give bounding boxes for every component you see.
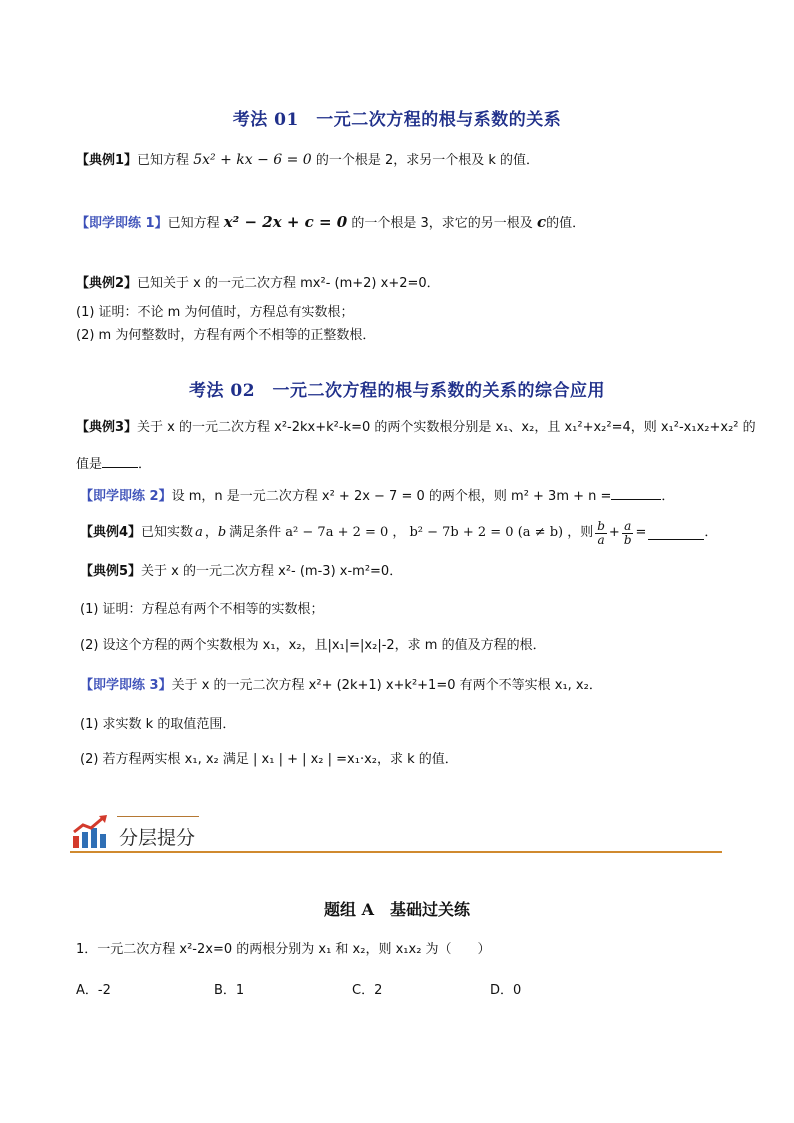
example-5-q1: (1) 证明：方程总有两个不相等的实数根；: [80, 602, 324, 617]
rising-chart-icon: [71, 814, 109, 850]
practice-3-q1: (1) 求实数 k 的取值范围．: [80, 717, 236, 732]
practice-1: 【即学即练 1】已知方程 x² − 2x + c = 0 的一个根是 3，求它的另一根及 c的值．: [76, 213, 586, 231]
question-1-stem: 1．一元二次方程 x²-2x=0 的两根分别为 x₁ 和 x₂，则 x₁x₂ 为（ ）: [76, 942, 491, 957]
answer-blank[interactable]: [102, 455, 138, 468]
example-2-tag: 【典例2】: [76, 276, 138, 291]
header-accent-line: [117, 816, 199, 817]
practice-3-q2: (2) 若方程两实根 x₁, x₂ 满足 | x₁ | + | x₂ | =x₁·x₂，求 k 的值．: [80, 752, 458, 767]
example-5-q2: (2) 设这个方程的两个实数根为 x₁，x₂，且|x₁|=|x₂|-2，求 m 的值及方程的根．: [80, 638, 546, 653]
example-2-q1: (1) 证明：不论 m 为何值时，方程总有实数根；: [76, 305, 354, 320]
section-title-1: 考法 01 一元二次方程的根与系数的关系: [232, 110, 562, 130]
example-4: 【典例4】 已知实数 a ， b 满足条件 a² − 7a + 2 = 0 ， b² − 7b + 2 = 0 (a ≠ b) ，则 $\frac{b}{a}$ + $\frac{a}{b}$ = ．: [80, 518, 718, 547]
option-a[interactable]: A．-2: [76, 983, 111, 998]
example-5: 【典例5】关于 x 的一元二次方程 x²- (m-3) x-m²=0．: [80, 564, 403, 579]
option-d[interactable]: D．0: [490, 983, 522, 998]
option-c[interactable]: C．2: [352, 983, 383, 998]
fraction-a-over-b: $\frac{a}{b}$: [623, 518, 632, 547]
example-1-tag: 【典例1】: [76, 153, 138, 168]
example-3-line2: 值是 ．: [76, 457, 152, 472]
practice-3-tag: 【即学即练 3】: [80, 678, 172, 693]
example-3-tag: 【典例3】: [76, 420, 138, 435]
section-title-2: 考法 02 一元二次方程的根与系数的关系的综合应用: [188, 381, 606, 401]
practice-2: 【即学即练 2】设 m，n 是一元二次方程 x² + 2x − 7 = 0 的两个根，则 m² + 3m + n = ．: [80, 489, 675, 504]
group-a-title: 题组 A 基础过关练: [324, 900, 470, 919]
answer-blank[interactable]: [648, 527, 704, 540]
question-1-options: [76, 982, 636, 1000]
example-4-tag: 【典例4】: [80, 525, 142, 540]
example-5-tag: 【典例5】: [80, 564, 142, 579]
example-1-equation: 5x² + kx − 6 = 0: [193, 152, 312, 168]
section-divider: [70, 851, 722, 853]
practice-2-tag: 【即学即练 2】: [80, 489, 172, 504]
example-1: 【典例1】已知方程 5x² + kx − 6 = 0 的一个根是 2，求另一个根及 k 的值．: [76, 152, 540, 168]
example-2-q2: (2) m 为何整数时，方程有两个不相等的正整数根．: [76, 328, 376, 343]
example-2: 【典例2】已知关于 x 的一元二次方程 mx²- (m+2) x+2=0．: [76, 276, 440, 291]
practice-3: 【即学即练 3】关于 x 的一元二次方程 x²+ (2k+1) x+k²+1=0 有两个不等实根 x₁, x₂．: [80, 678, 602, 693]
practice-1-tag: 【即学即练 1】: [76, 216, 168, 231]
layer-section-title: 分层提分: [119, 827, 196, 849]
fraction-b-over-a: $\frac{b}{a}$: [597, 518, 605, 547]
answer-blank[interactable]: [611, 487, 661, 500]
option-b[interactable]: B．1: [214, 983, 245, 998]
example-3: 【典例3】关于 x 的一元二次方程 x²-2kx+k²-k=0 的两个实数根分别是 x₁、x₂，且 x₁²+x₂²=4，则 x₁²-x₁x₂+x₂² 的: [76, 420, 756, 435]
practice-1-equation: x² − 2x + c = 0: [223, 213, 348, 231]
